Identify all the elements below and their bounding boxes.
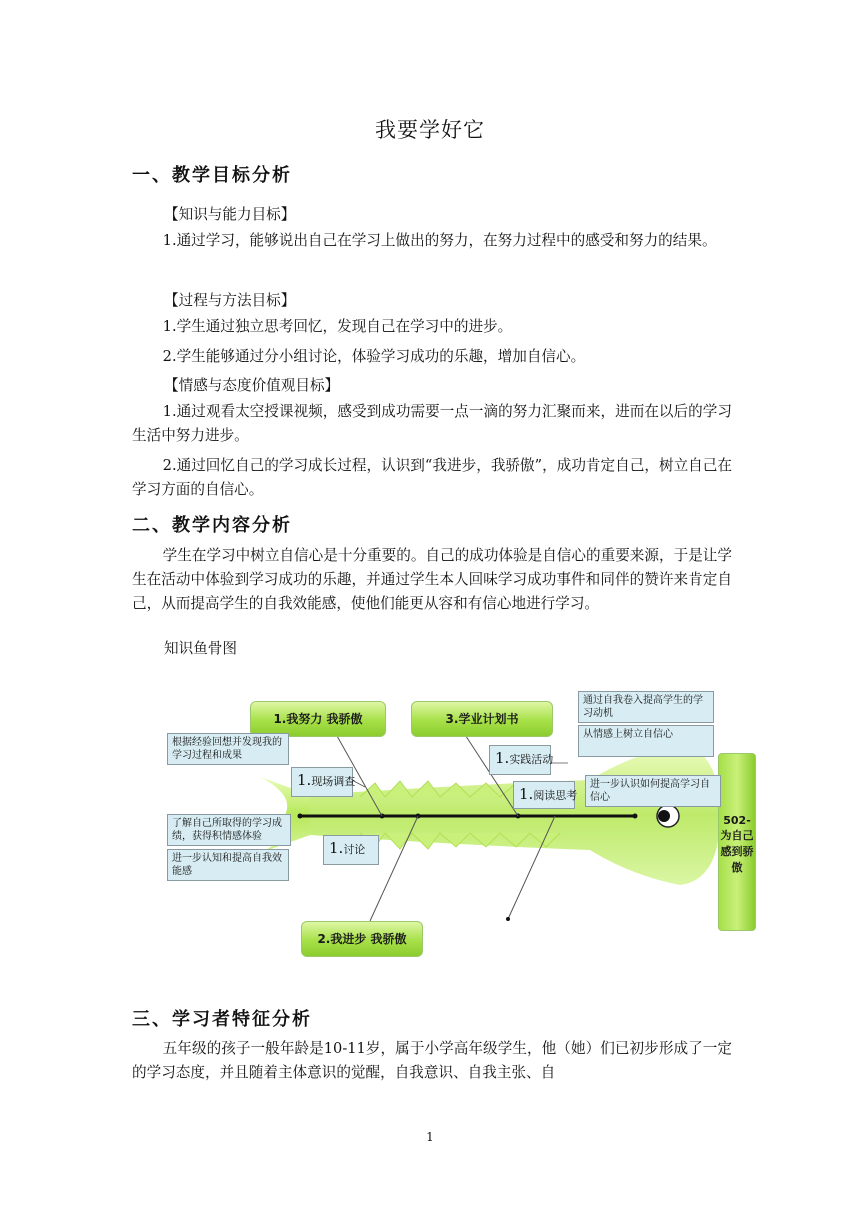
note-motivation: 通过自我卷入提高学生的学习动机 [578, 691, 714, 723]
section-heading-objectives: 一、教学目标分析 [132, 165, 292, 186]
activity-discussion: 1.讨论 [323, 835, 379, 865]
emotion-goal-item-1: 1.通过观看太空授课视频，感受到成功需要一点一滴的努力汇聚而来，进而在以后的学习生活中努力进步。 [132, 403, 732, 444]
process-goal-item-2: 2.学生能够通过分小组讨论，体验学习成功的乐趣，增加自信心。 [162, 348, 586, 365]
fishbone-diagram [160, 685, 760, 965]
learner-analysis-paragraph: 五年级的孩子一般年龄是10-11岁，属于小学高年级学生，他（她）们已初步形成了一定的学习态度，并且随着主体意识的觉醒，自我意识、自我主张、自 [132, 1040, 732, 1081]
emotion-goal-label: 【情感与态度价值观目标】 [164, 377, 340, 394]
page-number: 1 [426, 1130, 434, 1144]
fish-pupil [658, 810, 670, 822]
note-emotional-confidence: 从情感上树立自信心 [578, 725, 714, 757]
section-heading-learners: 三、学习者特征分析 [132, 1009, 312, 1030]
bone-head-effort: 1.我努力 我骄傲 [250, 701, 386, 737]
bone-head-plan: 3.学业计划书 [411, 701, 553, 737]
activity-field-survey: 1.现场调查 [291, 767, 353, 797]
process-goal-label: 【过程与方法目标】 [164, 292, 296, 309]
knowledge-goal-item: 1.通过学习，能够说出自己在学习上做出的努力，在努力过程中的感受和努力的结果。 [162, 232, 717, 249]
knowledge-goal-label: 【知识与能力目标】 [164, 206, 296, 223]
content-analysis-paragraph: 学生在学习中树立自信心是十分重要的。自己的成功体验是自信心的重要来源，于是让学生在活动中体验到学习成功的乐趣，并通过学生本人回味学习成功事件和同伴的赞许来肯定自己，从而提高学生的自我效能感，使他们能更从容和有信心地进行学习。 [132, 547, 732, 612]
note-review-process: 根据经验回想并发现我的学习过程和成果 [167, 733, 289, 765]
activity-reading: 1.阅读思考 [513, 781, 575, 809]
bone-head-progress: 2.我进步 我骄傲 [301, 921, 423, 957]
activity-practice: 1.实践活动 [489, 745, 551, 775]
note-understand-achievement: 了解自己所取得的学习成绩，获得积情感体验 [167, 814, 291, 846]
page-title: 我要学好它 [375, 118, 485, 142]
diagram-caption: 知识鱼骨图 [164, 640, 237, 657]
fishhead-title: 502-为自己感到骄傲 [718, 753, 756, 931]
section-heading-content: 二、教学内容分析 [132, 515, 292, 536]
emotion-goal-item-2: 2.通过回忆自己的学习成长过程，认识到“我进步，我骄傲”，成功肯定自己，树立自己在学习方面的自信心。 [132, 457, 732, 498]
note-self-efficacy: 进一步认知和提高自我效能感 [167, 849, 289, 881]
process-goal-item-1: 1.学生通过独立思考回忆，发现自己在学习中的进步。 [162, 318, 513, 335]
note-reflect-confidence: 进一步认识如何提高学习自信心 [585, 775, 721, 807]
